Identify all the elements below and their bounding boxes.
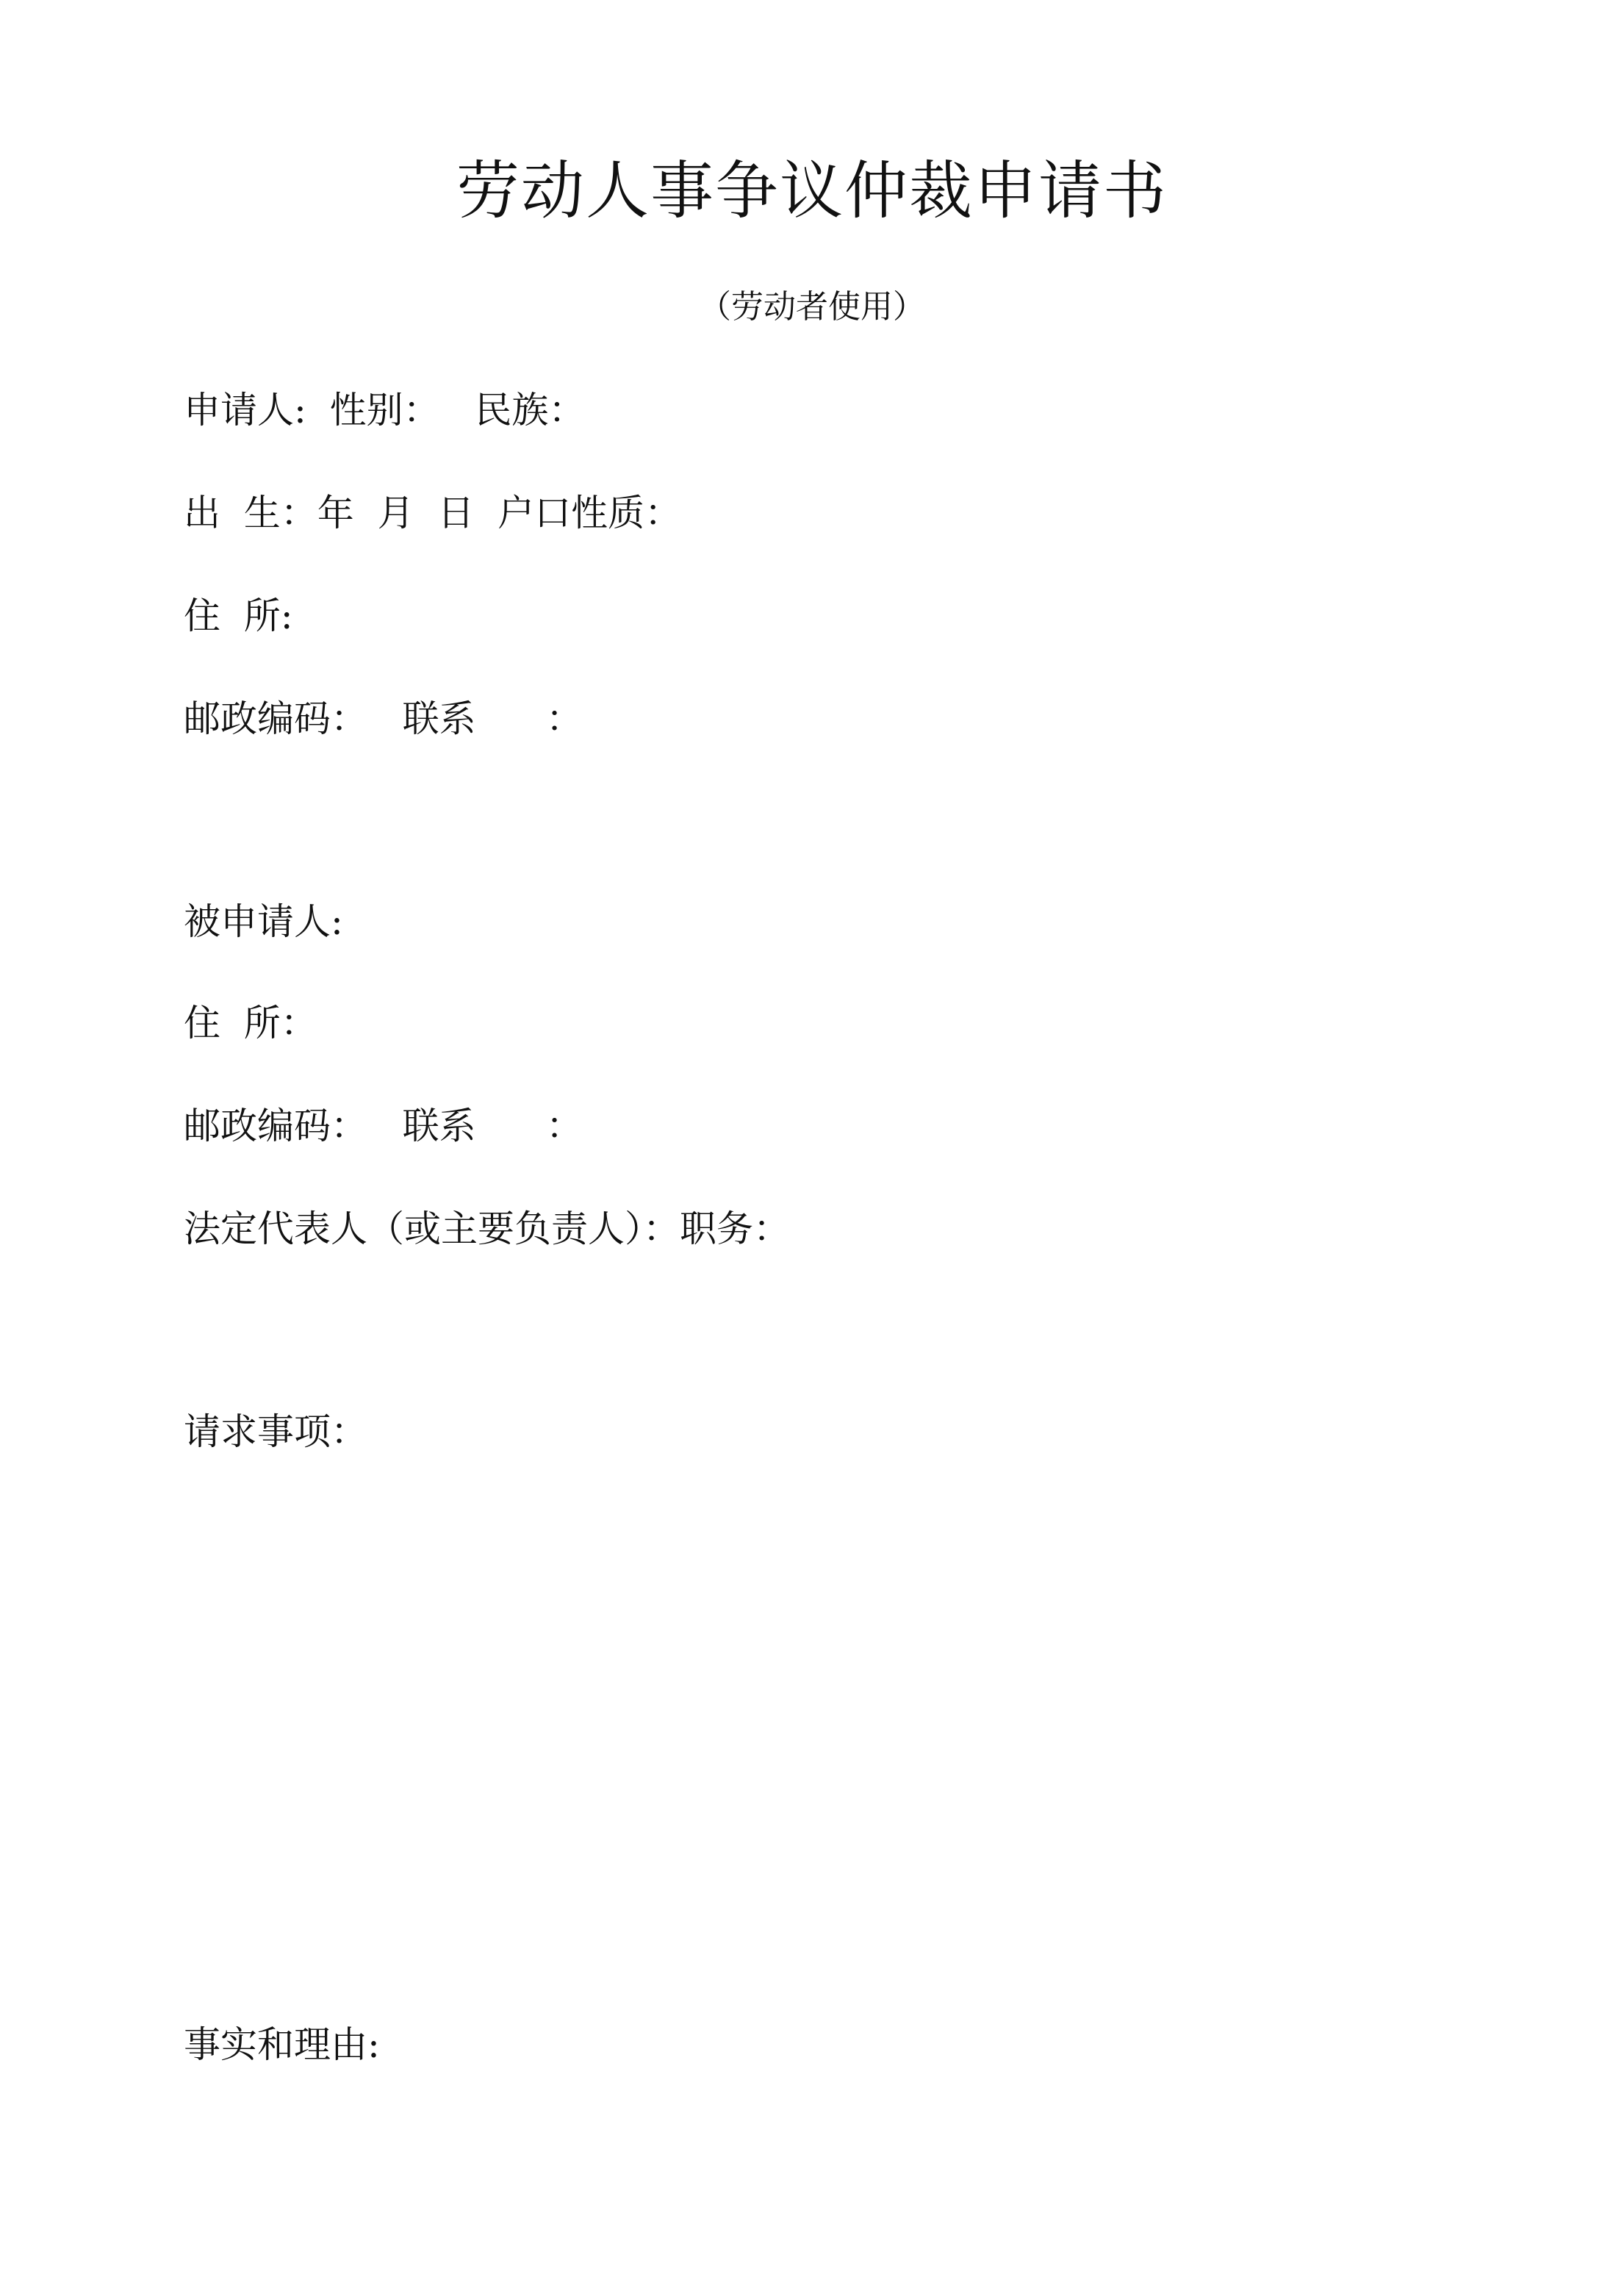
applicant-name-gender-ethnicity-line: 申请人: 性别： 民族： [184, 389, 586, 431]
claims-section-label: 请求事项： [184, 1410, 367, 1453]
respondent-name-line: 被申请人: [184, 900, 343, 943]
applicant-postcode-contact-line: 邮政编码： 联系 ： [184, 697, 583, 740]
respondent-legal-representative-line: 法定代表人（或主要负责人）：职务： [184, 1208, 790, 1250]
document-subtitle: （劳动者使用） [699, 288, 925, 326]
applicant-birth-household-line: 出 生：年 月 日 户口性质： [184, 492, 682, 534]
applicant-address-line: 住 所: [184, 595, 293, 637]
respondent-postcode-contact-line: 邮政编码： 联系 ： [184, 1105, 583, 1147]
respondent-address-line: 住 所： [184, 1002, 317, 1044]
facts-section-label: 事实和理由: [184, 2023, 380, 2066]
document-title: 劳动人事争议仲裁申请书 [456, 154, 1168, 228]
